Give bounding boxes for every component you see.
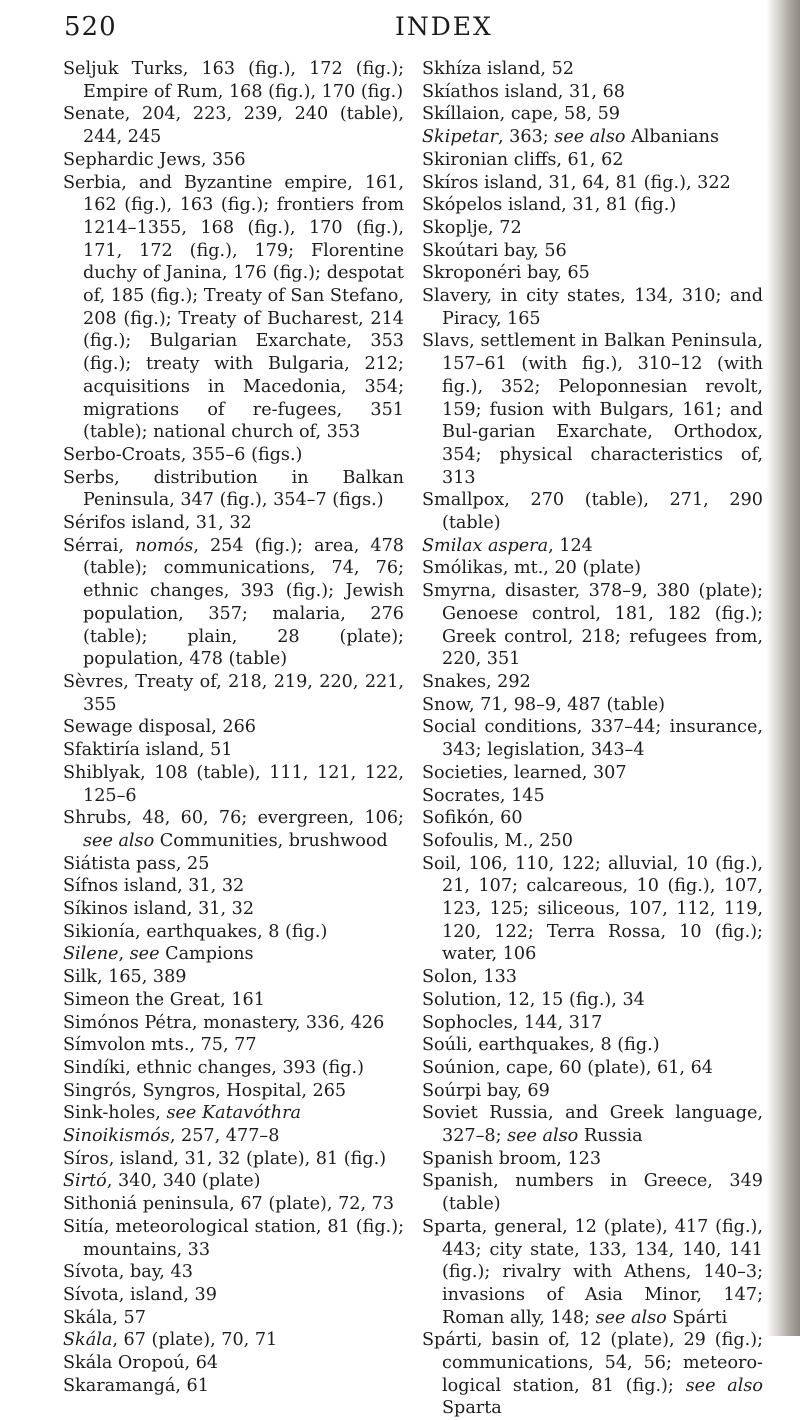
index-entry: Snow, 71, 98–9, 487 (table)	[422, 694, 666, 715]
index-entry: Skópelos island, 31, 81 (fig.)	[422, 195, 677, 216]
index-entry: Sitía, meteorological station, 81 (fig.); mountains, 33	[63, 1216, 404, 1260]
index-entry: Sophocles, 144, 317	[422, 1012, 603, 1033]
index-entry: Shrubs, 48, 60, 76; evergreen, 106; see also Communities, brushwood	[63, 808, 404, 851]
index-entry: Solon, 133	[422, 967, 517, 988]
index-entry: Skála Oropoú, 64	[63, 1353, 219, 1374]
index-entry: Serbo-Croats, 355–6 (figs.)	[63, 444, 303, 465]
index-entry: Slavs, settlement in Balkan Peninsula, 157–61 (with fig.), 310–12 (with fig.), 352; Peloponnesian revolt, 159; fusion with Bulgars, 161; and Bul-garian Exarchate, Orthodox, 354; physical characteristics of, 313	[422, 331, 763, 488]
index-entry: Sofikón, 60	[422, 808, 523, 829]
index-entry: Smallpox, 270 (table), 271, 290 (table)	[422, 490, 763, 534]
index-entry: Skála, 67 (plate), 70, 71	[63, 1330, 278, 1351]
index-entry: Síkinos island, 31, 32	[63, 899, 255, 920]
index-entry: Skoplje, 72	[422, 217, 522, 238]
index-entry: Sívota, bay, 43	[63, 1262, 193, 1283]
index-entry: Serbs, distribution in Balkan Peninsula, 347 (fig.), 354–7 (figs.)	[63, 467, 404, 511]
left-column	[63, 58, 404, 1420]
index-entry: Skipetar, 363; see also Albanians	[422, 127, 719, 148]
index-entry: Sink-holes, see Katavóthra	[63, 1103, 301, 1124]
index-entry: Solution, 12, 15 (fig.), 34	[422, 989, 645, 1010]
page-edge-shadow	[766, 0, 800, 1336]
index-entry: Spanish, numbers in Greece, 349 (table)	[422, 1171, 763, 1215]
index-entry: Skroponéri bay, 65	[422, 263, 590, 284]
index-entry: Sinoikismós, 257, 477–8	[63, 1126, 280, 1147]
index-entry: Sikionía, earthquakes, 8 (fig.)	[63, 921, 328, 942]
index-entry: Skhíza island, 52	[422, 59, 574, 79]
index-entry: Snakes, 292	[422, 671, 531, 692]
index-entry: Senate, 204, 223, 239, 240 (table), 244, 245	[63, 104, 404, 148]
index-entry: Spanish broom, 123	[422, 1148, 602, 1169]
index-entry: Skíros island, 31, 64, 81 (fig.), 322	[422, 172, 731, 193]
index-entry: Síros, island, 31, 32 (plate), 81 (fig.)	[63, 1148, 387, 1169]
index-entry: Símvolon mts., 75, 77	[63, 1035, 257, 1056]
index-entry: Smólikas, mt., 20 (plate)	[422, 558, 642, 579]
index-entry: Sérifos island, 31, 32	[63, 513, 252, 534]
index-entry: Skironian cliffs, 61, 62	[422, 149, 624, 170]
index-entry: Seljuk Turks, 163 (fig.), 172 (fig.); Empire of Rum, 168 (fig.), 170 (fig.)	[63, 59, 404, 102]
index-entry: Sfaktiría island, 51	[63, 740, 233, 761]
index-entry: Sofoulis, M., 250	[422, 830, 573, 851]
right-column	[422, 58, 763, 1420]
index-entry: Sífnos island, 31, 32	[63, 876, 245, 897]
index-entry: Sewage disposal, 266	[63, 717, 256, 738]
index-entry: Skíllaion, cape, 58, 59	[422, 104, 620, 125]
index-entry: Spárti, basin of, 12 (plate), 29 (fig.); communications, 54, 56; meteoro-logical station, 81 (fig.); see also Sparta	[422, 1330, 763, 1419]
index-entry: Smilax aspera, 124	[422, 535, 593, 556]
index-entry: Soviet Russia, and Greek language, 327–8; see also Russia	[422, 1103, 763, 1147]
index-entry: Societies, learned, 307	[422, 762, 627, 783]
index-entry: Singrós, Syngros, Hospital, 265	[63, 1080, 347, 1101]
index-entry: Sithoniá peninsula, 67 (plate), 72, 73	[63, 1194, 395, 1215]
index-entry: Soúrpi bay, 69	[422, 1080, 550, 1101]
index-entry: Serbia, and Byzantine empire, 161, 162 (fig.), 163 (fig.); frontiers from 1214–1355, 168 (fig.), 170 (fig.), 171, 172 (fig.), 179; Florentine duchy of Janina, 176 (fig.); despotat of, 185 (fig.); Treaty of San Stefano, 208 (fig.); Treaty of Bucharest, 214 (fig.); Bulgarian Exarchate, 353 (fig.); treaty with Bulgaria, 212; acquisitions in Macedonia, 354; migrations of re-fugees, 351 (table); national church of, 353	[63, 172, 404, 443]
page-header	[0, 10, 800, 50]
index-entry: Socrates, 145	[422, 785, 545, 806]
index-entry: Simónos Pétra, monastery, 336, 426	[63, 1012, 385, 1033]
index-entry: Sephardic Jews, 356	[63, 149, 246, 170]
index-entry: Sindíki, ethnic changes, 393 (fig.)	[63, 1057, 364, 1078]
index-entry: Sérrai, nomós, 254 (fig.); area, 478 (table); communications, 74, 76; ethnic changes, 393 (fig.); Jewish population, 357; malaria, 276 (table); plain, 28 (plate); population, 478 (table)	[63, 535, 405, 670]
index-entry: Sirtó, 340, 340 (plate)	[63, 1171, 261, 1192]
index-entry: Slavery, in city states, 134, 310; and Piracy, 165	[422, 286, 763, 329]
index-entry: Sparta, general, 12 (plate), 417 (fig.), 443; city state, 133, 134, 140, 141 (fig.); rivalry with Athens, 140–3; invasions of Asia Minor, 147; Roman ally, 148; see also Spárti	[422, 1216, 763, 1328]
index-entry: Soúnion, cape, 60 (plate), 61, 64	[422, 1057, 713, 1078]
index-entry: Simeon the Great, 161	[63, 989, 265, 1010]
index-entry: Skaramangá, 61	[63, 1375, 209, 1396]
index-entry: Silene, see Campions	[63, 944, 254, 965]
index-entry: Sèvres, Treaty of, 218, 219, 220, 221, 355	[63, 671, 404, 715]
index-entry: Soil, 106, 110, 122; alluvial, 10 (fig.), 21, 107; calcareous, 10 (fig.), 107, 123, 125; siliceous, 107, 112, 119, 120, 122; Terra Rossa, 10 (fig.); water, 106	[422, 853, 763, 965]
index-entry: Siátista pass, 25	[63, 853, 210, 874]
index-entry: Sívota, island, 39	[63, 1284, 217, 1305]
index-entry: Skoútari bay, 56	[422, 240, 567, 261]
index-entry: Smyrna, disaster, 378–9, 380 (plate); Genoese control, 181, 182 (fig.); Greek control, 218; refugees from, 220, 351	[422, 581, 763, 670]
index-entry: Shiblyak, 108 (table), 111, 121, 122, 125–6	[63, 762, 404, 806]
index-entry: Silk, 165, 389	[63, 967, 187, 988]
running-title: INDEX	[395, 12, 493, 41]
index-entry: Skíathos island, 31, 68	[422, 81, 625, 102]
index-entry: Soúli, earthquakes, 8 (fig.)	[422, 1035, 660, 1056]
index-entry: Social conditions, 337–44; insurance, 343; legislation, 343–4	[422, 717, 763, 761]
index-entry: Skála, 57	[63, 1307, 146, 1328]
page-number: 520	[64, 12, 117, 42]
index-columns	[63, 58, 763, 1420]
